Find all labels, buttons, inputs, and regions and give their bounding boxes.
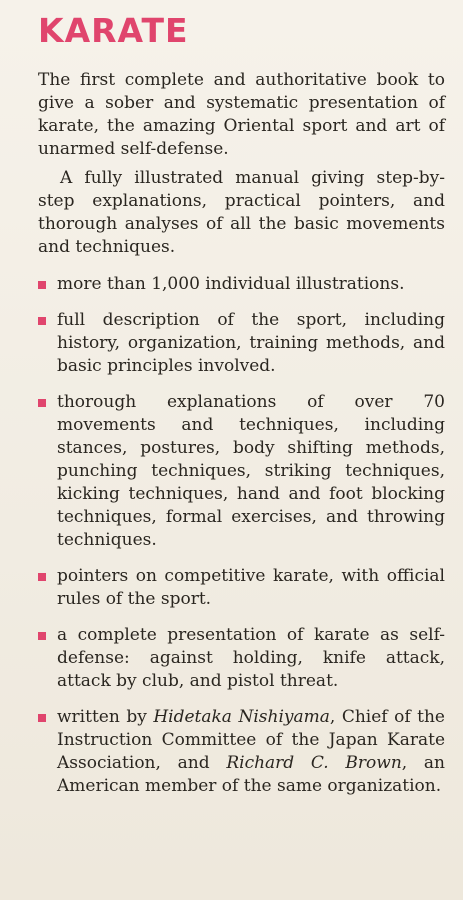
author-name-2: Richard C. Brown	[226, 753, 402, 773]
bullet-square-icon	[38, 317, 46, 325]
feature-list	[38, 273, 445, 798]
author-name-1: Hidetaka Nishiyama	[153, 707, 330, 727]
list-item-text: more than 1,000 individual illustrations.	[57, 274, 405, 294]
list-item-text: a complete presentation of karate as self-defense: against holding, knife attack, attack by club, and pistol threat.	[57, 625, 445, 691]
book-title: KARATE	[38, 11, 189, 50]
bullet-square-icon	[38, 573, 46, 581]
authors-suffix: , an American member of the same organization.	[57, 753, 445, 796]
bullet-square-icon	[38, 399, 46, 407]
list-item	[38, 273, 445, 296]
list-item-text: thorough explanations of over 70 movements and techniques, including stances, postures, body shifting methods, punching techniques, striking techniques, kicking techniques, hand and foot blocking techniques, formal exercises, and throwing techniques.	[57, 392, 445, 550]
authors-middle: , Chief of the Instruction Committee of the Japan Karate Association, and	[57, 707, 445, 773]
intro-paragraph-2: A fully illustrated manual giving step-by-step explanations, practical pointers, and thorough analyses of all the basic movements and techniques.	[38, 168, 445, 257]
list-item-text: full description of the sport, including history, organization, training methods, and basic principles involved.	[57, 310, 445, 376]
list-item	[38, 309, 445, 378]
intro-paragraph-1: The first complete and authoritative book to give a sober and systematic presentation of karate, the amazing Oriental sport and art of unarmed self-defense.	[38, 70, 445, 159]
list-item	[38, 565, 445, 611]
authors-item	[38, 706, 445, 798]
bullet-square-icon	[38, 714, 46, 722]
authors-prefix: written by	[57, 707, 154, 727]
bullet-square-icon	[38, 281, 46, 289]
list-item	[38, 391, 445, 552]
bullet-square-icon	[38, 632, 46, 640]
list-item	[38, 624, 445, 693]
list-item-text: pointers on competitive karate, with official rules of the sport.	[57, 566, 445, 609]
